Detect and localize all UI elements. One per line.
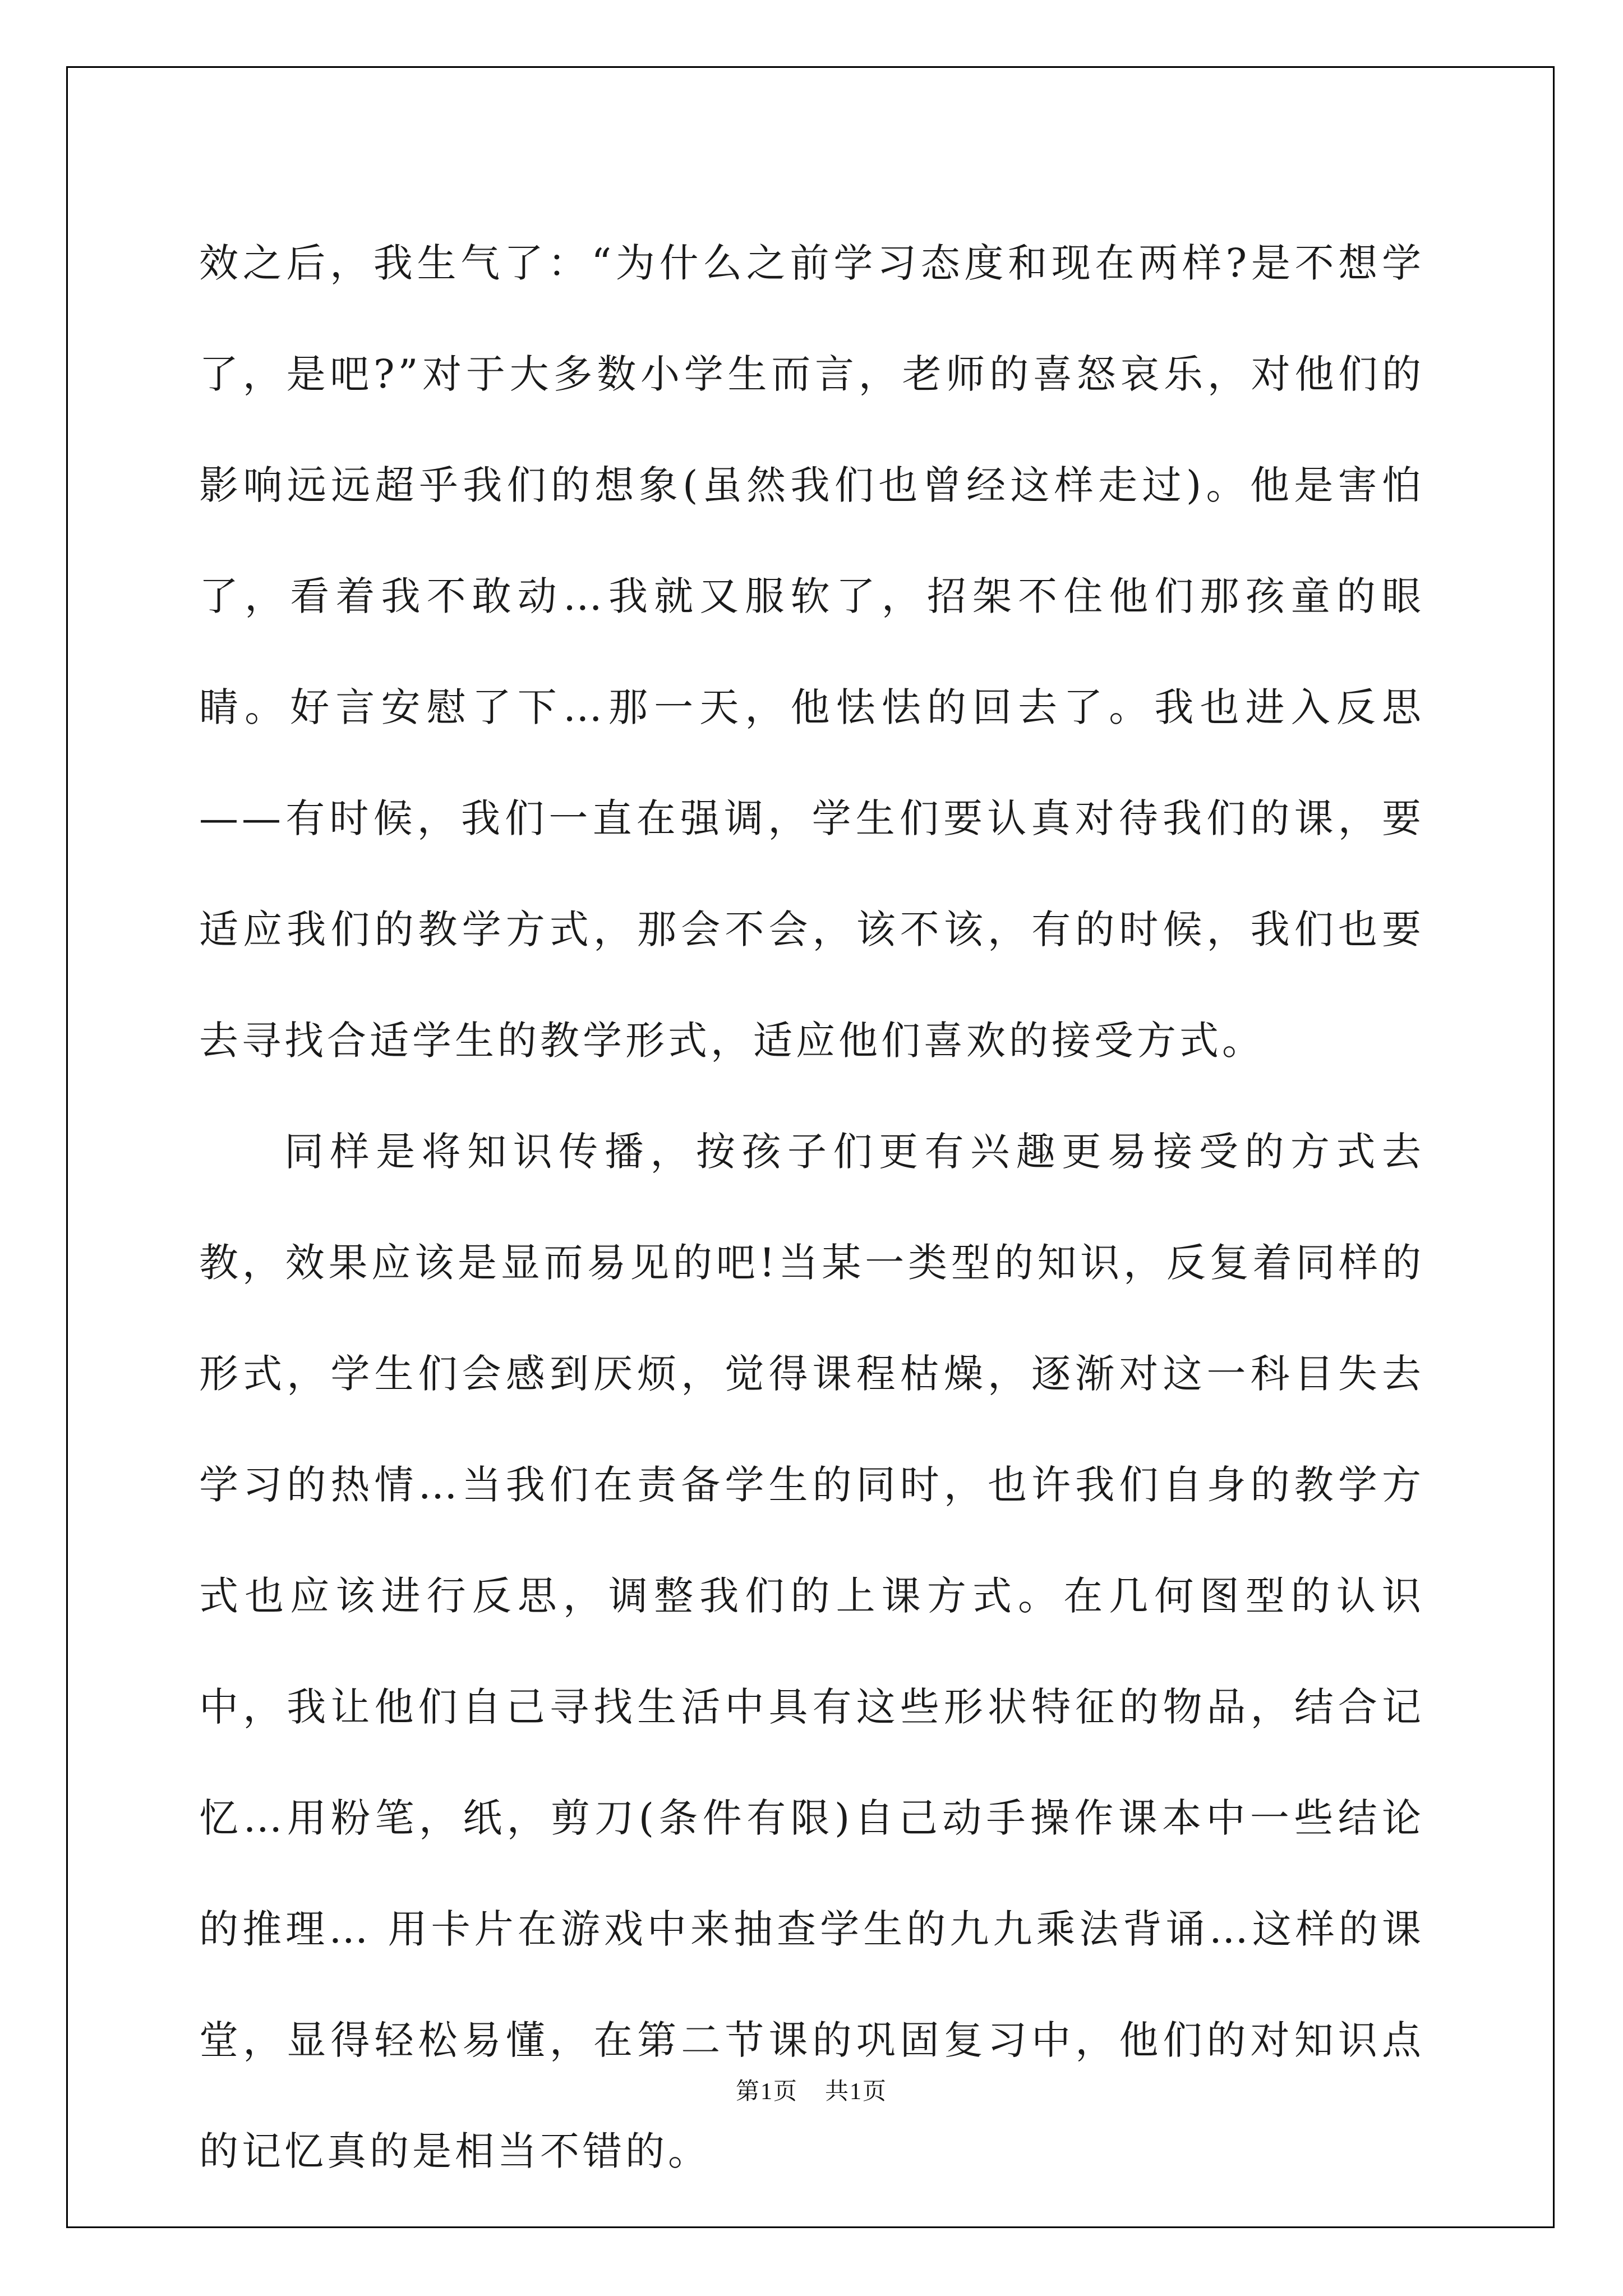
page-total: 共1页	[825, 2079, 888, 2105]
paragraph-2: 同样是将知识传播，按孩子们更有兴趣更易接受的方式去教，效果应该是显而易见的吧!当某一类型的知识，反复着同样的形式，学生们会感到厌烦，觉得课程枯燥，逐渐对这一科目失去学习的热情…当我们在责备学生的同时，也许我们自身的教学方式也应该进行反思，调整我们的上课方式。在几何图型的认识中，我让他们自己寻找生活中具有这些形状特征的物品，结合记忆…用粉笔，纸，剪刀(条件有限)自己动手操作课本中一些结论的推理… 用卡片在游戏中来抽查学生的九九乘法背诵…这样的课堂，显得轻松易懂，在第二节课的巩固复习中，他们的对知识点的记忆真的是相当不错的。	[199, 1129, 1424, 2174]
page-number: 第1页	[735, 2079, 798, 2105]
page-footer	[0, 2073, 1623, 2106]
paragraph-1: 效之后，我生气了：“为什么之前学习态度和现在两样?是不想学了，是吧?”对于大多数小学生而言，老师的喜怒哀乐，对他们的影响远远超乎我们的想象(虽然我们也曾经这样走过)。他是害怕了，看着我不敢动…我就又服软了，招架不住他们那孩童的眼睛。好言安慰了下…那一天，他怯怯的回去了。我也进入反思——有时候，我们一直在强调，学生们要认真对待我们的课，要适应我们的教学方式，那会不会，该不该，有的时候，我们也要去寻找合适学生的教学形式，适应他们喜欢的接受方式。	[199, 240, 1424, 1064]
document-body	[199, 208, 1424, 2207]
